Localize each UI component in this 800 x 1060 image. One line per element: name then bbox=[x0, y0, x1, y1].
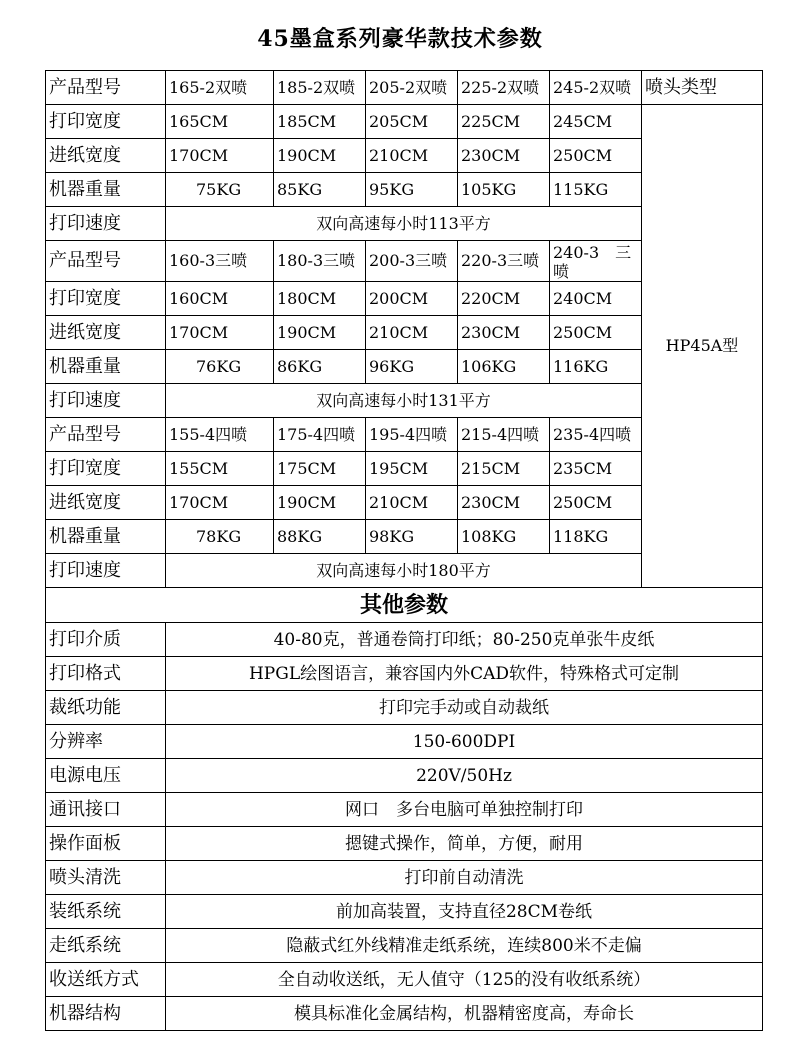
weight-cell: 76KG bbox=[166, 350, 274, 384]
weight-cell: 88KG bbox=[274, 520, 366, 554]
other-param-value: HPGL绘图语言，兼容国内外CAD软件，特殊格式可定制 bbox=[166, 657, 763, 691]
weight-label: 机器重量 bbox=[46, 350, 166, 384]
width-cell: 195CM bbox=[366, 452, 458, 486]
page-title: 45墨盒系列豪华款技术参数 bbox=[257, 26, 543, 52]
feed-cell: 190CM bbox=[274, 486, 366, 520]
other-param-label: 分辨率 bbox=[46, 725, 166, 759]
feed-label: 进纸宽度 bbox=[46, 316, 166, 350]
feed-cell: 230CM bbox=[458, 486, 550, 520]
speed-label: 打印速度 bbox=[46, 207, 166, 241]
model-cell: 200-3三喷 bbox=[366, 241, 458, 282]
feed-label: 进纸宽度 bbox=[46, 139, 166, 173]
width-cell: 155CM bbox=[166, 452, 274, 486]
width-label: 打印宽度 bbox=[46, 105, 166, 139]
weight-cell: 75KG bbox=[166, 173, 274, 207]
other-param-value: 隐蔽式红外线精准走纸系统，连续800米不走偏 bbox=[166, 929, 763, 963]
width-cell: 240CM bbox=[550, 282, 642, 316]
table-row bbox=[46, 895, 763, 929]
model-cell: 215-4四喷 bbox=[458, 418, 550, 452]
weight-cell: 85KG bbox=[274, 173, 366, 207]
other-param-value: 150-600DPI bbox=[166, 725, 763, 759]
width-cell: 205CM bbox=[366, 105, 458, 139]
width-cell: 160CM bbox=[166, 282, 274, 316]
other-params-title: 其他参数 bbox=[46, 588, 763, 623]
feed-cell: 170CM bbox=[166, 486, 274, 520]
other-param-label: 喷头清洗 bbox=[46, 861, 166, 895]
nozzle-type-header: 喷头类型 bbox=[642, 71, 763, 105]
width-cell: 175CM bbox=[274, 452, 366, 486]
speed-value: 双向高速每小时180平方 bbox=[166, 554, 642, 588]
feed-cell: 230CM bbox=[458, 316, 550, 350]
table-row bbox=[46, 963, 763, 997]
width-cell: 235CM bbox=[550, 452, 642, 486]
speed-value: 双向高速每小时131平方 bbox=[166, 384, 642, 418]
model-cell: 160-3三喷 bbox=[166, 241, 274, 282]
weight-cell: 105KG bbox=[458, 173, 550, 207]
feed-cell: 170CM bbox=[166, 139, 274, 173]
other-param-value: 模具标准化金属结构，机器精密度高，寿命长 bbox=[166, 997, 763, 1031]
weight-cell: 98KG bbox=[366, 520, 458, 554]
other-param-value: 打印前自动清洗 bbox=[166, 861, 763, 895]
other-param-value: 全自动收送纸，无人值守（125的没有收纸系统） bbox=[166, 963, 763, 997]
weight-cell: 108KG bbox=[458, 520, 550, 554]
model-cell: 165-2双喷 bbox=[166, 71, 274, 105]
table-row bbox=[46, 827, 763, 861]
width-label: 打印宽度 bbox=[46, 452, 166, 486]
table-row bbox=[46, 71, 763, 105]
weight-label: 机器重量 bbox=[46, 173, 166, 207]
table-row bbox=[46, 105, 763, 139]
weight-cell: 95KG bbox=[366, 173, 458, 207]
other-param-label: 机器结构 bbox=[46, 997, 166, 1031]
other-param-label: 电源电压 bbox=[46, 759, 166, 793]
feed-cell: 210CM bbox=[366, 139, 458, 173]
model-cell: 205-2双喷 bbox=[366, 71, 458, 105]
width-cell: 220CM bbox=[458, 282, 550, 316]
feed-label: 进纸宽度 bbox=[46, 486, 166, 520]
feed-cell: 210CM bbox=[366, 316, 458, 350]
other-param-label: 操作面板 bbox=[46, 827, 166, 861]
table-row bbox=[46, 861, 763, 895]
other-param-value: 摁键式操作，简单，方便，耐用 bbox=[166, 827, 763, 861]
other-param-value: 220V/50Hz bbox=[166, 759, 763, 793]
model-label: 产品型号 bbox=[46, 418, 166, 452]
speed-label: 打印速度 bbox=[46, 384, 166, 418]
spec-table bbox=[45, 70, 763, 1031]
model-cell: 175-4四喷 bbox=[274, 418, 366, 452]
weight-label: 机器重量 bbox=[46, 520, 166, 554]
table-row bbox=[46, 691, 763, 725]
weight-cell: 78KG bbox=[166, 520, 274, 554]
weight-cell: 118KG bbox=[550, 520, 642, 554]
table-row bbox=[46, 623, 763, 657]
feed-cell: 170CM bbox=[166, 316, 274, 350]
feed-cell: 210CM bbox=[366, 486, 458, 520]
model-cell: 245-2双喷 bbox=[550, 71, 642, 105]
width-cell: 245CM bbox=[550, 105, 642, 139]
width-cell: 215CM bbox=[458, 452, 550, 486]
other-param-label: 通讯接口 bbox=[46, 793, 166, 827]
other-param-label: 裁纸功能 bbox=[46, 691, 166, 725]
model-cell: 155-4四喷 bbox=[166, 418, 274, 452]
width-cell: 225CM bbox=[458, 105, 550, 139]
table-row bbox=[46, 997, 763, 1031]
weight-cell: 115KG bbox=[550, 173, 642, 207]
table-row bbox=[46, 793, 763, 827]
width-label: 打印宽度 bbox=[46, 282, 166, 316]
feed-cell: 190CM bbox=[274, 139, 366, 173]
nozzle-type-value: HP45A型 bbox=[642, 105, 763, 588]
table-row bbox=[46, 725, 763, 759]
width-cell: 180CM bbox=[274, 282, 366, 316]
feed-cell: 250CM bbox=[550, 139, 642, 173]
other-param-label: 打印格式 bbox=[46, 657, 166, 691]
speed-value: 双向高速每小时113平方 bbox=[166, 207, 642, 241]
weight-cell: 96KG bbox=[366, 350, 458, 384]
other-param-value: 打印完手动或自动裁纸 bbox=[166, 691, 763, 725]
table-row bbox=[46, 588, 763, 623]
other-param-value: 网口 多台电脑可单独控制打印 bbox=[166, 793, 763, 827]
model-cell: 225-2双喷 bbox=[458, 71, 550, 105]
other-param-label: 装纸系统 bbox=[46, 895, 166, 929]
table-row bbox=[46, 759, 763, 793]
weight-cell: 116KG bbox=[550, 350, 642, 384]
width-cell: 165CM bbox=[166, 105, 274, 139]
other-param-value: 40-80克，普通卷筒打印纸；80-250克单张牛皮纸 bbox=[166, 623, 763, 657]
speed-label: 打印速度 bbox=[46, 554, 166, 588]
other-param-value: 前加高装置，支持直径28CM卷纸 bbox=[166, 895, 763, 929]
width-cell: 200CM bbox=[366, 282, 458, 316]
width-cell: 185CM bbox=[274, 105, 366, 139]
feed-cell: 230CM bbox=[458, 139, 550, 173]
model-cell: 195-4四喷 bbox=[366, 418, 458, 452]
other-param-label: 打印介质 bbox=[46, 623, 166, 657]
model-cell: 185-2双喷 bbox=[274, 71, 366, 105]
table-row bbox=[46, 657, 763, 691]
model-cell: 220-3三喷 bbox=[458, 241, 550, 282]
table-row bbox=[46, 929, 763, 963]
weight-cell: 86KG bbox=[274, 350, 366, 384]
other-param-label: 走纸系统 bbox=[46, 929, 166, 963]
model-cell: 240-3 三喷 bbox=[550, 241, 642, 282]
feed-cell: 250CM bbox=[550, 316, 642, 350]
model-cell: 235-4四喷 bbox=[550, 418, 642, 452]
model-label: 产品型号 bbox=[46, 241, 166, 282]
weight-cell: 106KG bbox=[458, 350, 550, 384]
other-param-label: 收送纸方式 bbox=[46, 963, 166, 997]
feed-cell: 190CM bbox=[274, 316, 366, 350]
model-label: 产品型号 bbox=[46, 71, 166, 105]
model-cell: 180-3三喷 bbox=[274, 241, 366, 282]
feed-cell: 250CM bbox=[550, 486, 642, 520]
